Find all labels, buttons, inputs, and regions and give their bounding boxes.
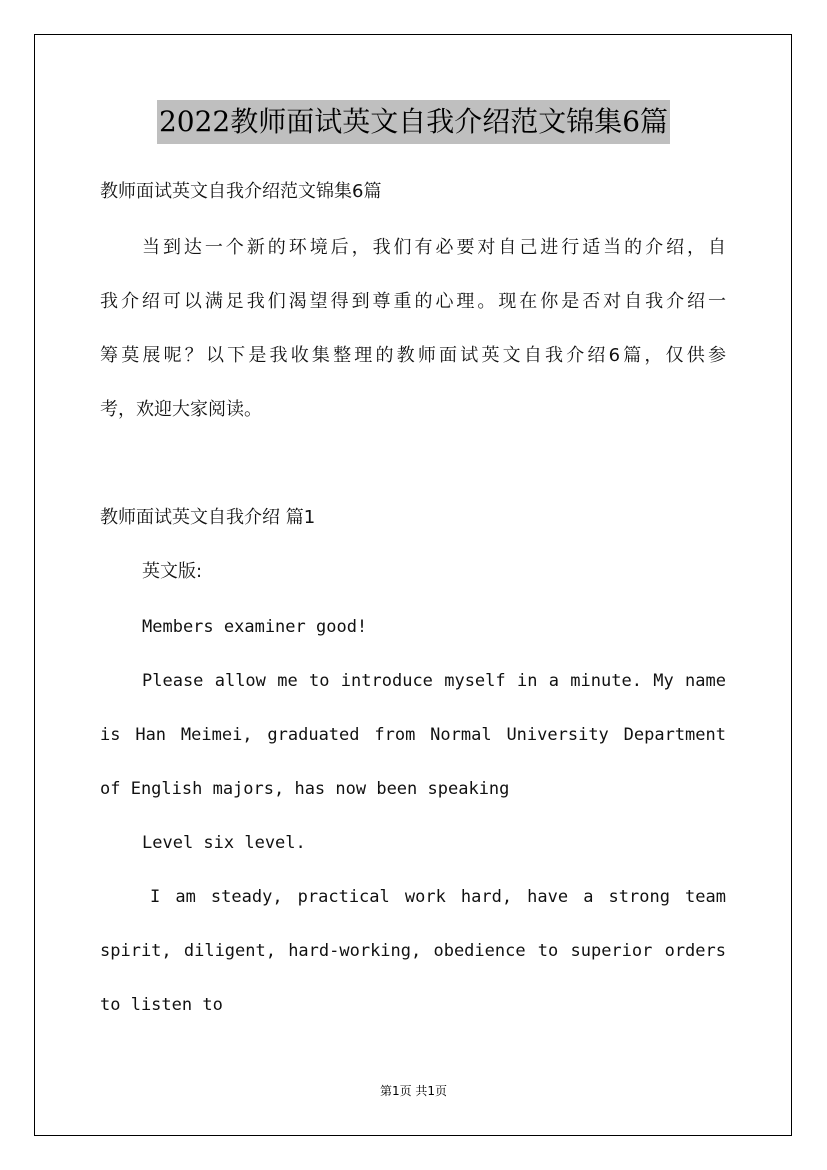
document-subtitle: 教师面试英文自我介绍范文锦集6篇 bbox=[100, 181, 382, 202]
version-label: 英文版: bbox=[142, 561, 203, 582]
para2-line-1: I am steady, practical work hard, have a strong team bbox=[150, 887, 726, 907]
intro-line-2: 我介绍可以满足我们渴望得到尊重的心理。现在你是否对自我介绍一 bbox=[100, 291, 726, 312]
title-container bbox=[0, 100, 827, 144]
para1-line-1: Please allow me to introduce myself in a minute. My name bbox=[142, 671, 726, 691]
para1-line-3: of English majors, has now been speaking bbox=[100, 779, 510, 799]
para2-line-2: spirit, diligent, hard-working, obedience to superior orders bbox=[100, 941, 726, 961]
intro-line-1: 当到达一个新的环境后，我们有必要对自己进行适当的介绍，自 bbox=[142, 237, 726, 258]
intro-line-4: 考，欢迎大家阅读。 bbox=[100, 399, 262, 420]
greeting-line: Members examiner good! bbox=[142, 617, 368, 637]
para2-line-3: to listen to bbox=[100, 995, 223, 1015]
level-line: Level six level. bbox=[142, 833, 306, 853]
section-heading: 教师面试英文自我介绍 篇1 bbox=[100, 507, 316, 528]
intro-line-3: 筹莫展呢？以下是我收集整理的教师面试英文自我介绍6篇，仅供参 bbox=[100, 345, 726, 366]
page-footer: 第1页 共1页 bbox=[379, 1084, 448, 1098]
para1-line-2: is Han Meimei, graduated from Normal University Department bbox=[100, 725, 726, 745]
document-title: 2022教师面试英文自我介绍范文锦集6篇 bbox=[157, 100, 670, 144]
